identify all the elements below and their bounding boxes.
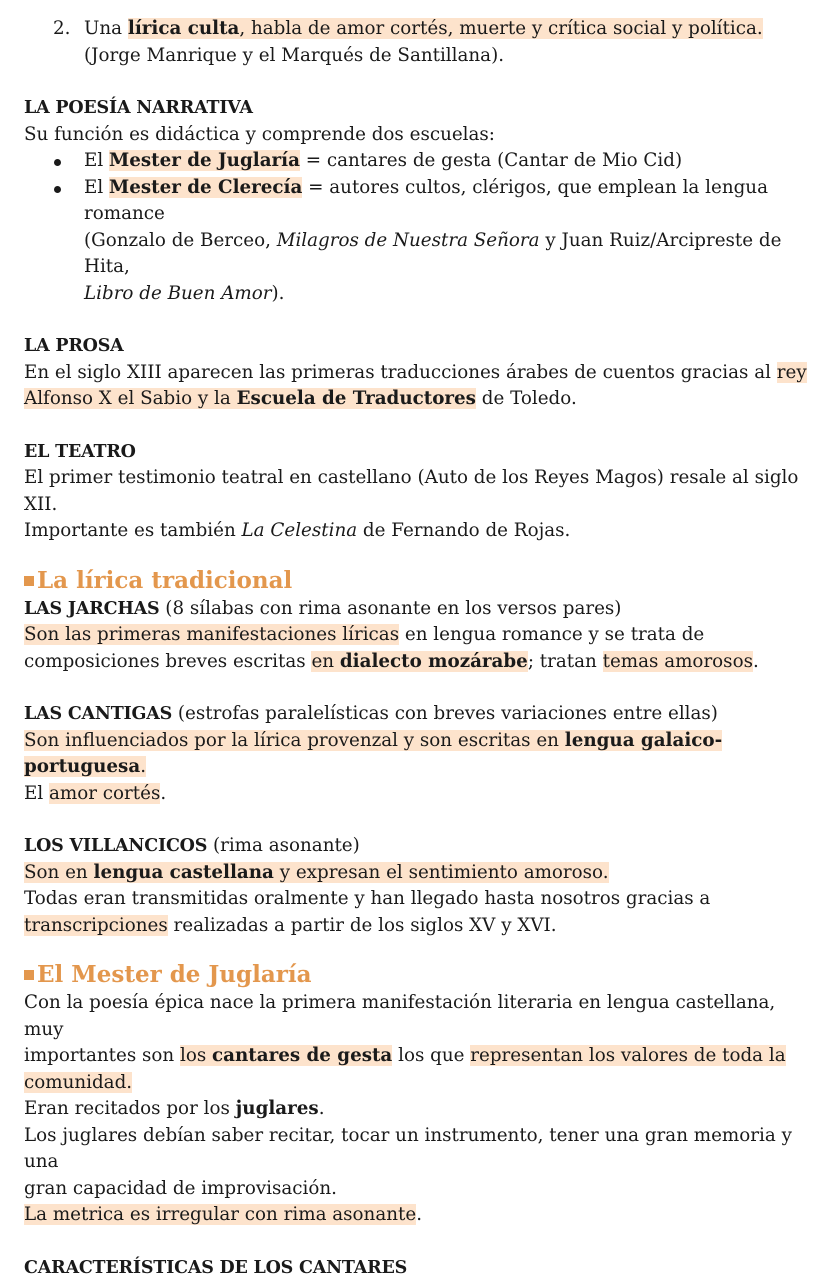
highlight-bold: Escuela de Traductores	[237, 388, 476, 409]
bullet-icon	[54, 186, 61, 193]
paragraph: Son en lengua castellana y expresan el sentimiento amoroso. Todas eran transmitidas oralmente y han llegado hasta nosotros gracias a transcripciones realizadas a partir de los siglos XV y XVI.	[24, 860, 814, 940]
paragraph: En el siglo XIII aparecen las primeras traducciones árabes de cuentos gracias al rey Alfonso X el Sabio y la Escuela de Traductores de Toledo.	[24, 360, 814, 413]
text: Una	[84, 18, 128, 39]
list-item: El Mester de Juglaría = cantares de gesta (Cantar de Mio Cid)	[24, 148, 814, 175]
villancicos-heading-line: LOS VILLANCICOS (rima asonante)	[24, 833, 814, 860]
square-bullet-icon	[24, 576, 34, 586]
paragraph: El primer testimonio teatral en castellano (Auto de los Reyes Magos) resale al siglo XII. Importante es también La Celestina de Fernando de Rojas.	[24, 465, 814, 545]
highlight: temas amorosos	[603, 651, 753, 672]
numbered-list	[24, 16, 814, 69]
highlight: rey	[777, 362, 807, 383]
paragraph: Son las primeras manifestaciones líricas en lengua romance y se trata de composiciones breves escritas en dialecto mozárabe; tratan temas amorosos.	[24, 622, 814, 675]
bullet-icon	[54, 159, 61, 166]
document-page	[24, 16, 814, 1281]
cantigas-heading-line: LAS CANTIGAS (estrofas paralelísticas con breves variaciones entre ellas)	[24, 701, 814, 728]
heading-caracteristicas: CARACTERÍSTICAS DE LOS CANTARES	[24, 1255, 814, 1281]
jarchas-heading-line: LAS JARCHAS (8 sílabas con rima asonante en los versos pares)	[24, 596, 814, 623]
highlight: Son las primeras manifestaciones líricas	[24, 624, 399, 645]
italic-title: La Celestina	[242, 520, 358, 541]
section-title-lirica: La lírica tradicional	[24, 566, 814, 596]
highlight: transcripciones	[24, 915, 168, 936]
highlight-bold: lírica culta	[128, 18, 239, 39]
highlight: amor cortés	[49, 783, 160, 804]
paragraph: Con la poesía épica nace la primera manifestación literaria en lengua castellana, muy importantes son los cantares de gesta los que representan los valores de toda la comunidad. Eran recitados por los juglares. Los juglares debían saber recitar, tocar un instrumento, tener una gran memoria y una gran capacidad de improvisación. La metrica es irregular con rima asonante.	[24, 990, 814, 1229]
square-bullet-icon	[24, 970, 34, 980]
highlight: representan los valores de toda la	[470, 1045, 785, 1066]
list-item	[24, 16, 814, 69]
italic-title: Libro de Buen Amor	[84, 283, 271, 304]
list-item: El Mester de Clerecía = autores cultos, clérigos, que emplean la lengua romance (Gonzalo de Berceo, Milagros de Nuestra Señora y Juan Ruiz/Arcipreste de Hita, Libro de Buen Amor).	[24, 175, 814, 308]
text: (Jorge Manrique y el Marqués de Santillana).	[84, 45, 504, 66]
heading-teatro: EL TEATRO	[24, 439, 814, 466]
bullet-list	[24, 148, 814, 307]
paragraph: Son influenciados por la lírica provenzal y son escritas en lengua galaico-portuguesa. El amor cortés.	[24, 728, 814, 808]
highlight-bold: Mester de Clerecía	[109, 177, 302, 198]
paragraph: Su función es didáctica y comprende dos escuelas:	[24, 122, 814, 149]
highlight: La metrica es irregular con rima asonante	[24, 1204, 416, 1225]
italic-title: Milagros de Nuestra Señora	[277, 230, 540, 251]
list-number: 2.	[53, 16, 70, 43]
highlight-bold: Mester de Juglaría	[109, 150, 300, 171]
heading-poesia-narrativa: LA POESÍA NARRATIVA	[24, 95, 814, 122]
highlight: comunidad.	[24, 1072, 132, 1093]
highlight: , habla de amor cortés, muerte y crítica social y política.	[239, 18, 762, 39]
heading-prosa: LA PROSA	[24, 333, 814, 360]
section-title-mester: El Mester de Juglaría	[24, 960, 814, 990]
